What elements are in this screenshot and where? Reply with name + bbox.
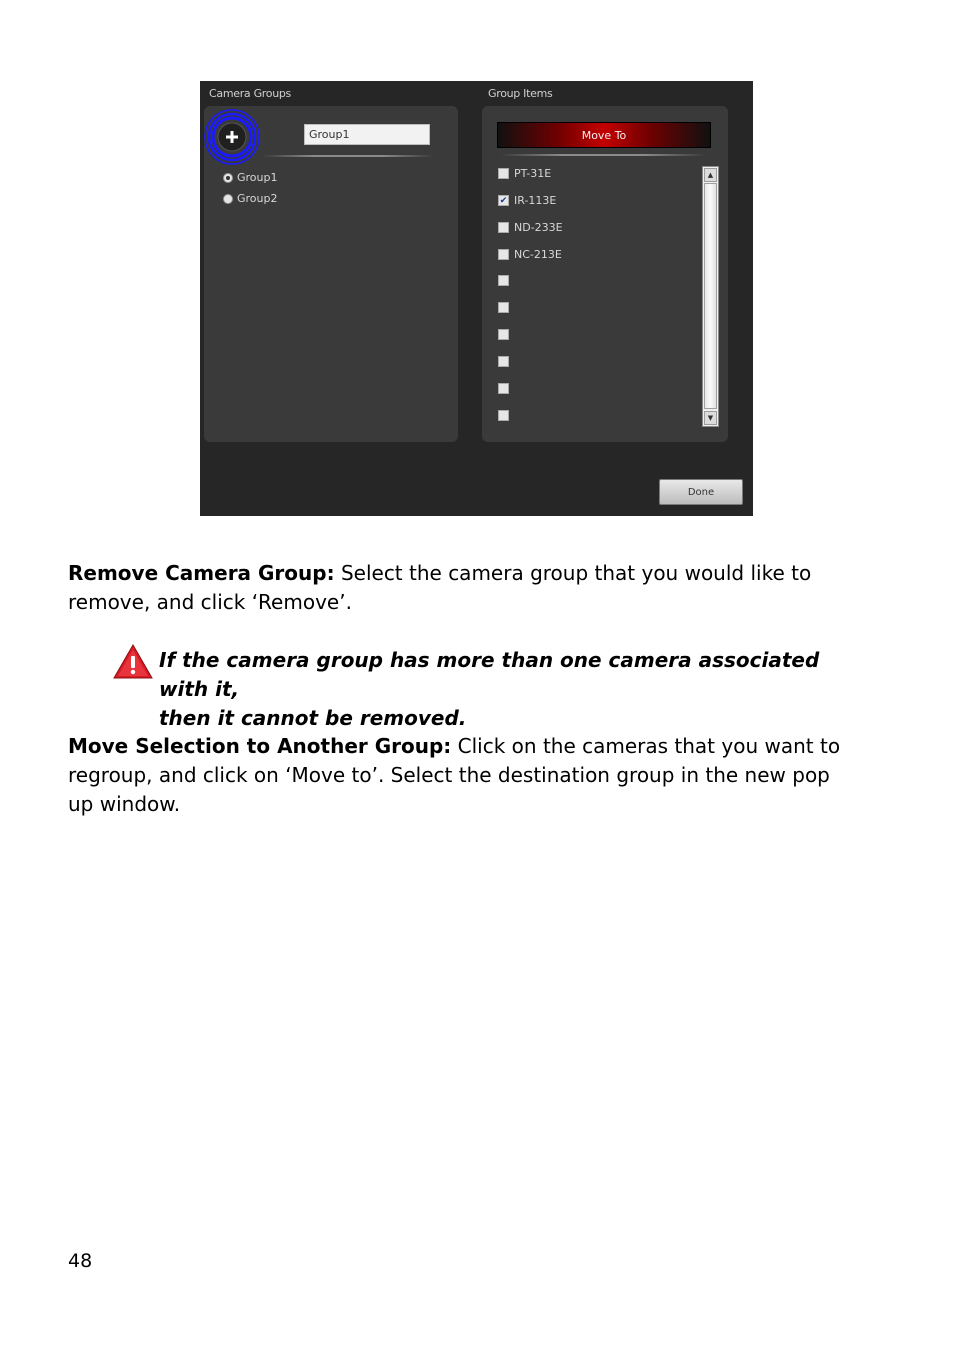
group-items-title: Group Items [488,87,553,100]
group-label: Group1 [237,171,278,184]
scroll-up-icon[interactable]: ▲ [704,168,717,182]
group-radio-1[interactable] [223,171,278,184]
page-number: 48 [68,1250,93,1272]
group-items-panel [482,106,728,442]
right-divider [500,154,706,156]
move-text: Click on the cameras that you want to regroup, and click on ‘Move to’. Select the destination group in the new pop up window. [68,734,841,816]
plus-icon [202,107,262,167]
item-row[interactable] [498,167,551,180]
warning-note [159,646,859,733]
checkbox-icon [498,329,509,340]
item-label: PT-31E [514,167,552,180]
move-heading: Move Selection to Another Group: [68,734,452,758]
done-button[interactable]: Done [659,479,743,505]
group-name-input[interactable]: Group1 [304,124,430,145]
items-scrollbar[interactable] [702,166,719,427]
camera-groups-screenshot [200,81,753,516]
scroll-down-icon[interactable]: ▼ [704,411,717,425]
add-group-button[interactable] [206,111,252,157]
item-row[interactable] [498,248,562,261]
checkbox-icon [498,222,509,233]
checkbox-icon [498,356,509,367]
warning-icon [113,644,153,680]
checkbox-icon [498,275,509,286]
item-row[interactable] [498,356,514,367]
item-row[interactable] [498,221,563,234]
radio-selected-icon [223,173,233,183]
item-row[interactable] [498,329,514,340]
remove-text: Select the camera group that you would like to remove, and click ‘Remove’. [68,561,812,614]
item-row[interactable] [498,383,514,394]
checkbox-icon [498,383,509,394]
remove-group-paragraph [68,559,858,617]
move-to-button[interactable]: Move To [497,122,711,148]
left-divider [262,155,434,157]
group-radio-2[interactable] [223,192,278,205]
item-row[interactable] [498,410,514,421]
item-label: IR-113E [514,194,557,207]
checkbox-icon [498,249,509,260]
warning-line-1: If the camera group has more than one camera associated with it, [159,648,820,701]
item-label: NC-213E [514,248,562,261]
item-row[interactable] [498,194,556,207]
item-row[interactable] [498,275,514,286]
group-label: Group2 [237,192,278,205]
camera-groups-title: Camera Groups [209,87,291,100]
item-row[interactable] [498,302,514,313]
warning-line-2: then it cannot be removed. [159,706,467,730]
checkbox-icon [498,302,509,313]
remove-heading: Remove Camera Group: [68,561,335,585]
scroll-thumb[interactable] [704,183,717,409]
move-selection-paragraph [68,732,858,819]
radio-icon [223,194,233,204]
checkbox-icon [498,168,509,179]
item-label: ND-233E [514,221,563,234]
checkbox-icon [498,410,509,421]
checkbox-checked-icon: ✔ [499,196,508,206]
